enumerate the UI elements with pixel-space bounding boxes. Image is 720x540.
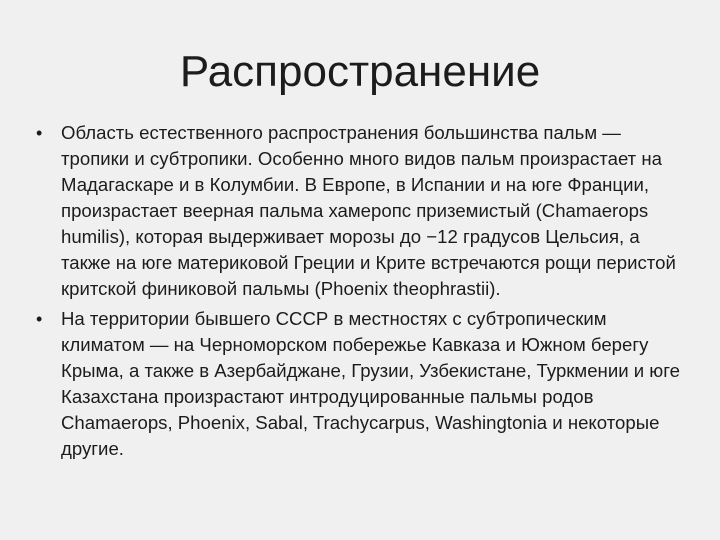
bullet-dot-icon: • [36, 309, 43, 329]
slide-title: Распространение [179, 47, 541, 96]
bullet-text: На территории бывшего СССР в местностях с субтропическим климатом — на Черноморском побережье Кавказа и Южном берегу Крыма, а также в Азербайджане, Грузии, Узбекистане, Туркмении и юге Казахстана произрастают интродуцированные пальмы родов Chamaerops, Phoenix, Sabal, Trachycarpus, Washingtonia и некоторые другие. [61, 308, 680, 459]
bullet-list [36, 120, 686, 466]
bullet-item [36, 120, 686, 302]
bullet-dot-icon: • [36, 123, 43, 143]
bullet-text: Область естественного распространения большинства пальм — тропики и субтропики. Особенно много видов пальм произрастает на Мадагаскаре и в Колумбии. В Европе, в Испании и на юге Франции, произрастает веерная пальма хамеропс приземистый (Chamaerops humilis), которая выдерживает морозы до −12 градусов Цельсия, а также на юге материковой Греции и Крите встречаются рощи перистой критской финиковой пальмы (Phoenix theophrastii). [61, 122, 676, 299]
bullet-item [36, 306, 686, 462]
